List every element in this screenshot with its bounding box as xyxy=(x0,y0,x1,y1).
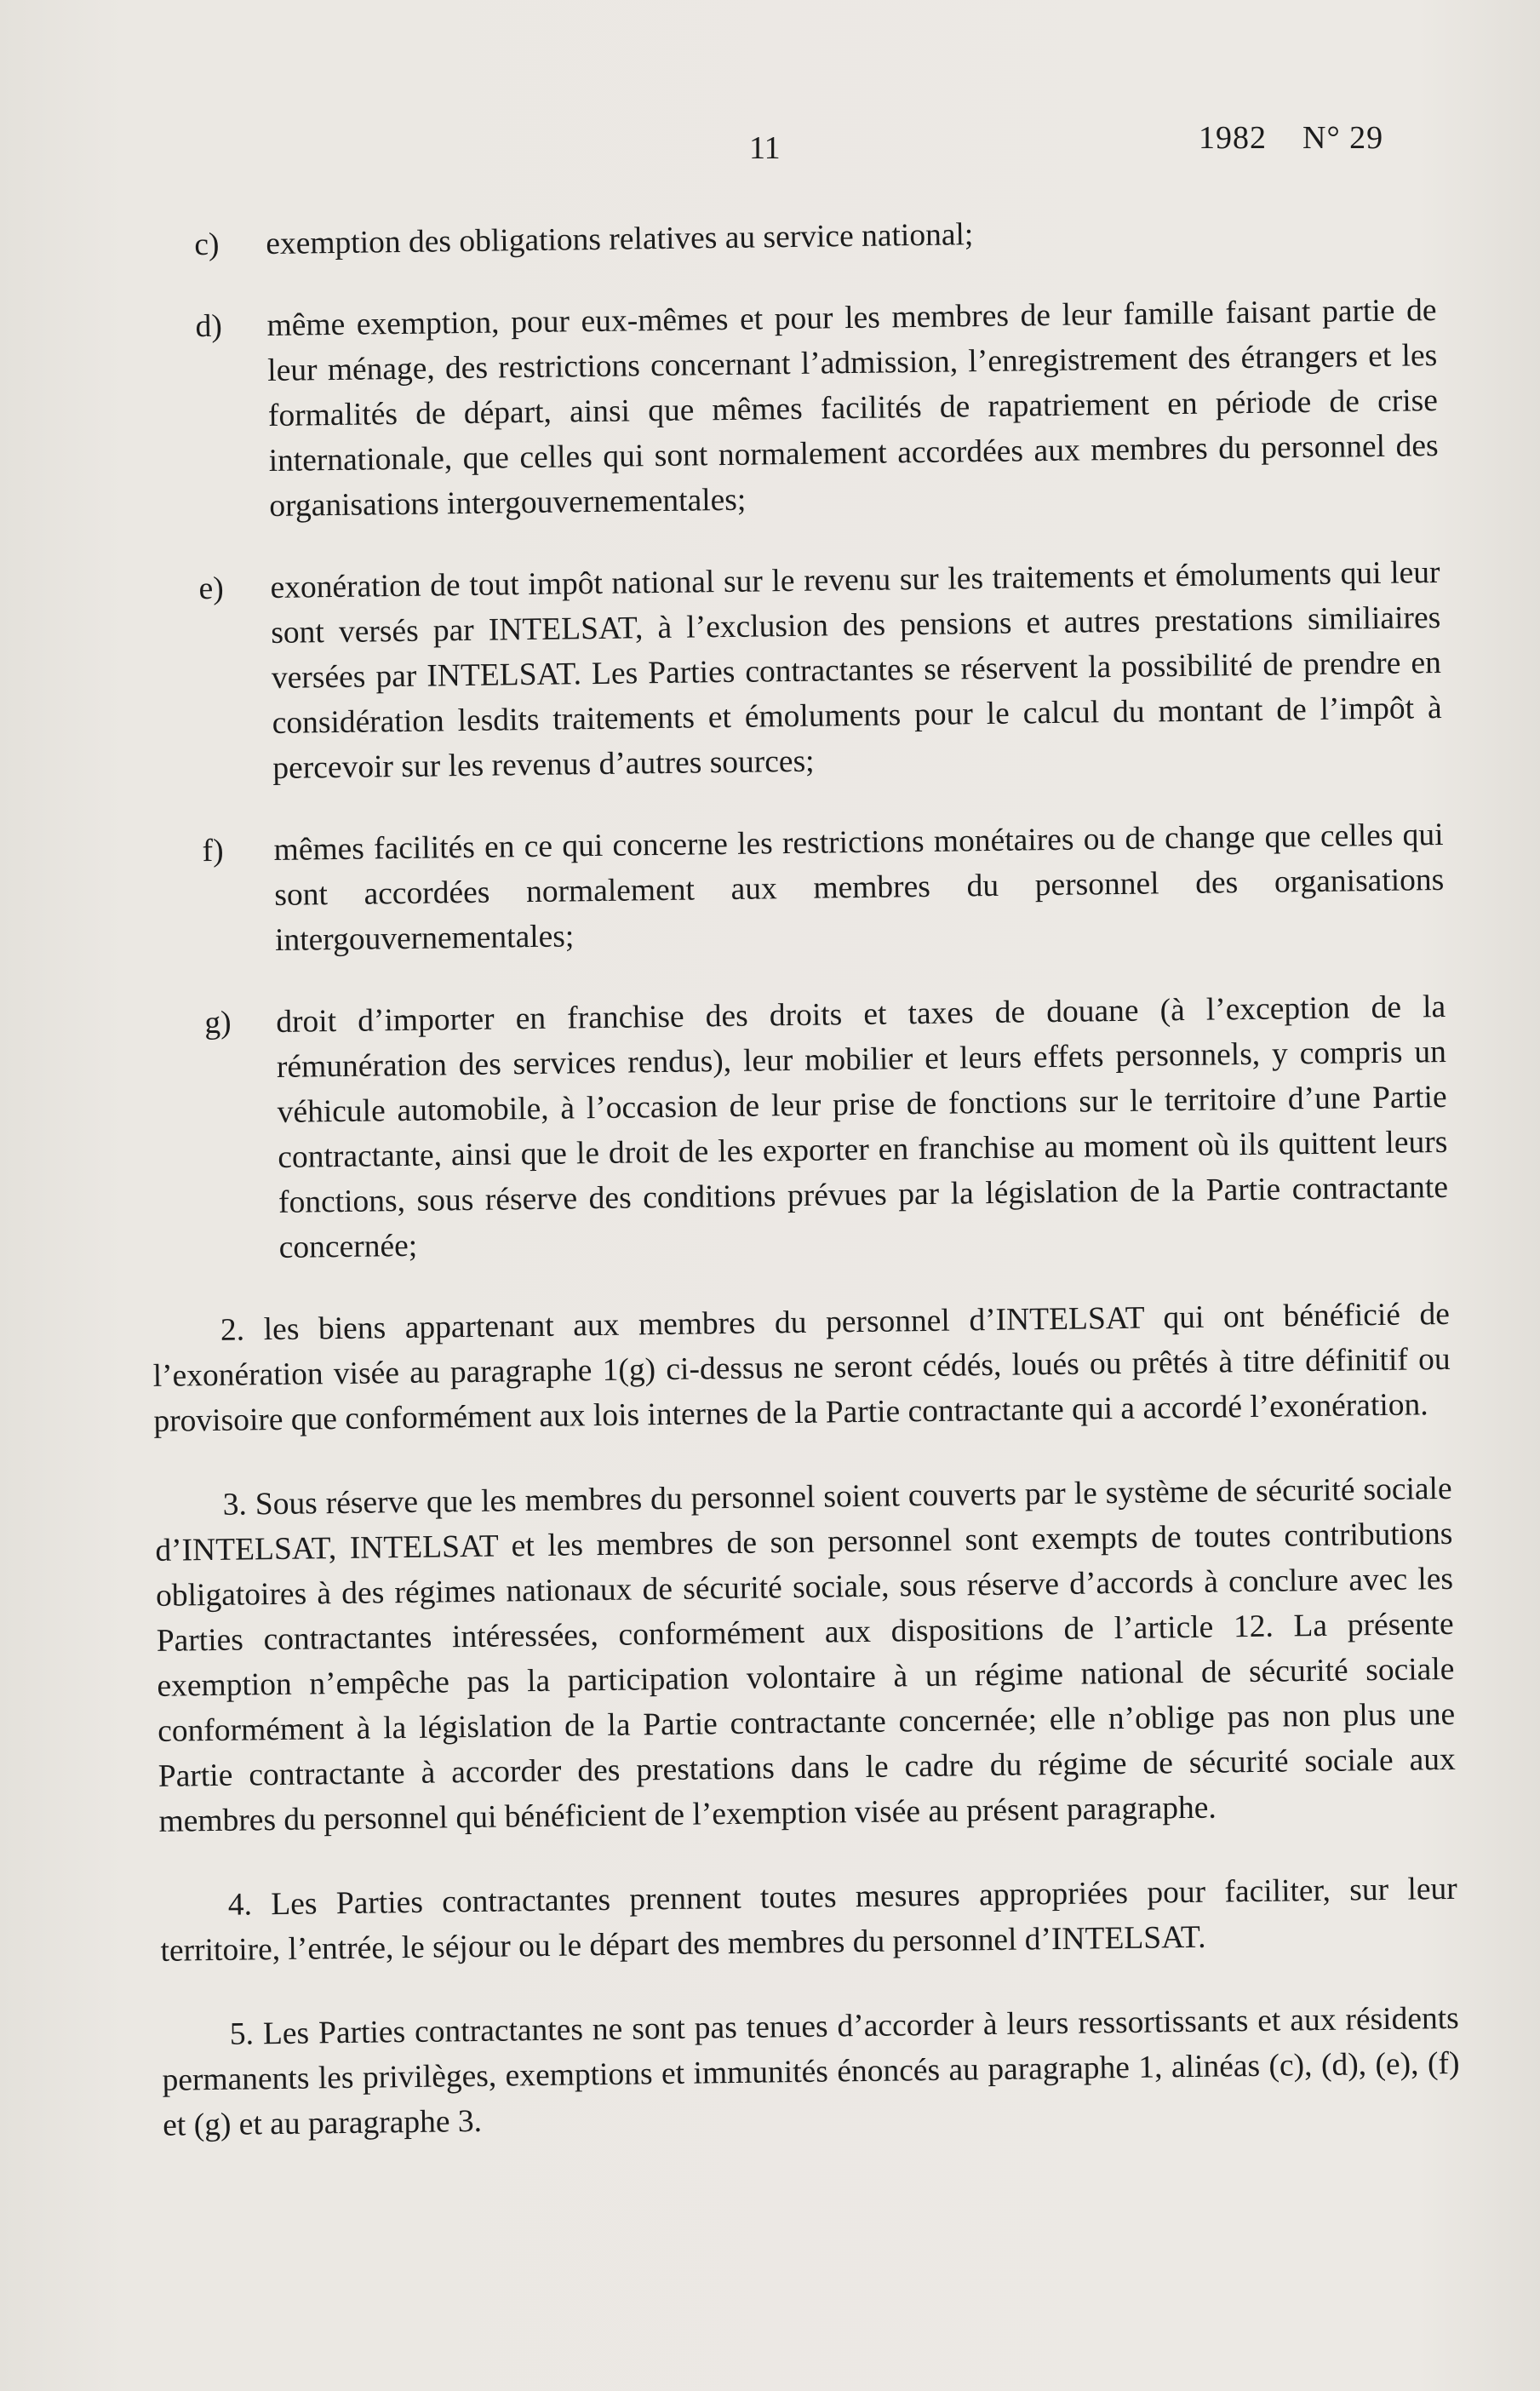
item-text: mêmes facilités en ce qui concerne les restrictions monétaires ou de change que celles qui sont accordées normalement aux membres du personnel des organisations intergouvernementales; xyxy=(273,817,1445,958)
list-item xyxy=(142,550,1442,793)
item-label: e) xyxy=(198,571,225,607)
document-reference: 1982 N° 29 xyxy=(1199,120,1384,156)
document-body xyxy=(138,206,1461,2187)
page-header xyxy=(0,112,1540,166)
item-text: même exemption, pour eux-mêmes et pour les membres de leur famille faisant partie de leur ménage, des restrictions concernant l’admission, l’enregistrement des étrangers et les formalités de départ, ainsi que mêmes facilités de rapatriement en période de crise internationale, que celles qui sont normalement accordées aux membres du personnel des organisations intergouvernementales; xyxy=(266,293,1439,525)
item-text: droit d’importer en franchise des droits et taxes de douane (à l’exception de la rémunération des services rendus), leur mobilier et leurs effets personnels, y compris un véhicule automobile, à l’occasion de leur prise de fonctions sur le territoire d’une Partie contractante, ainsi que le droit de les exporter en franchise au moment où ils quittent leurs fonctions, sous réserve des conditions prévues par la législation de la Partie contractante concernée; xyxy=(276,989,1449,1265)
list-item xyxy=(138,206,1436,268)
list-item xyxy=(139,288,1439,530)
page-number: 11 xyxy=(749,130,781,166)
item-label: g) xyxy=(204,1005,232,1041)
list-item xyxy=(148,984,1449,1272)
list-item xyxy=(146,812,1445,965)
item-label: d) xyxy=(195,308,223,345)
item-label: f) xyxy=(202,833,224,869)
paragraph: 3. Sous réserve que les membres du personnel soient couverts par le système de sécurité sociale d’INTELSAT, INTELSAT et les membres de son personnel sont exempts de toutes contributions obligatoires à des régimes nationaux de sécurité sociale, sous réserve d’accords à conclure avec les Parties contractantes intéressées, conformément aux dispositions de l’article 12. La présente exemption n’empêche pas la participation volontaire à un régime national de sécurité sociale conformément à la législation de la Partie contractante concernée; elle n’oblige pas non plus une Partie contractante à accorder des prestations dans le cadre du régime de sécurité sociale aux membres du personnel qui bénéficient de l’exemption visée au présent paragraphe. xyxy=(155,1471,1457,1839)
item-text: exonération de tout impôt national sur le revenu sur les traitements et émoluments qui leur sont versés par INTELSAT, à l’exclusion des pensions et autres prestations similiaires versées par INTELSAT. Les Parties contractantes se réservent la possibilité de prendre en considération lesdits traitements et émoluments pour le calcul du montant de l’impôt à percevoir sur les revenus d’autres sources; xyxy=(270,555,1442,786)
paragraph: 4. Les Parties contractantes prennent toutes mesures appropriées pour faciliter, sur leur territoire, l’entrée, le séjour ou le départ des membres du personnel d’INTELSAT. xyxy=(160,1871,1458,1969)
item-text: exemption des obligations relatives au service national; xyxy=(266,217,974,262)
item-label: c) xyxy=(194,226,220,263)
paragraph: 5. Les Parties contractantes ne sont pas tenues d’accorder à leurs ressortissants et aux résidents permanents les privilèges, exemptions et immunités énoncés au paragraphe 1, alinéas (c), (d), (e), (f) et (g) et au paragraphe 3. xyxy=(162,2000,1460,2143)
paragraph: 2. les biens appartenant aux membres du personnel d’INTELSAT qui ont bénéficié de l’exonération visée au paragraphe 1(g) ci-dessus ne seront cédés, loués ou prêtés à titre définitif ou provisoire que conformément aux lois internes de la Partie contractante qui a accordé l’exonération. xyxy=(152,1296,1451,1439)
